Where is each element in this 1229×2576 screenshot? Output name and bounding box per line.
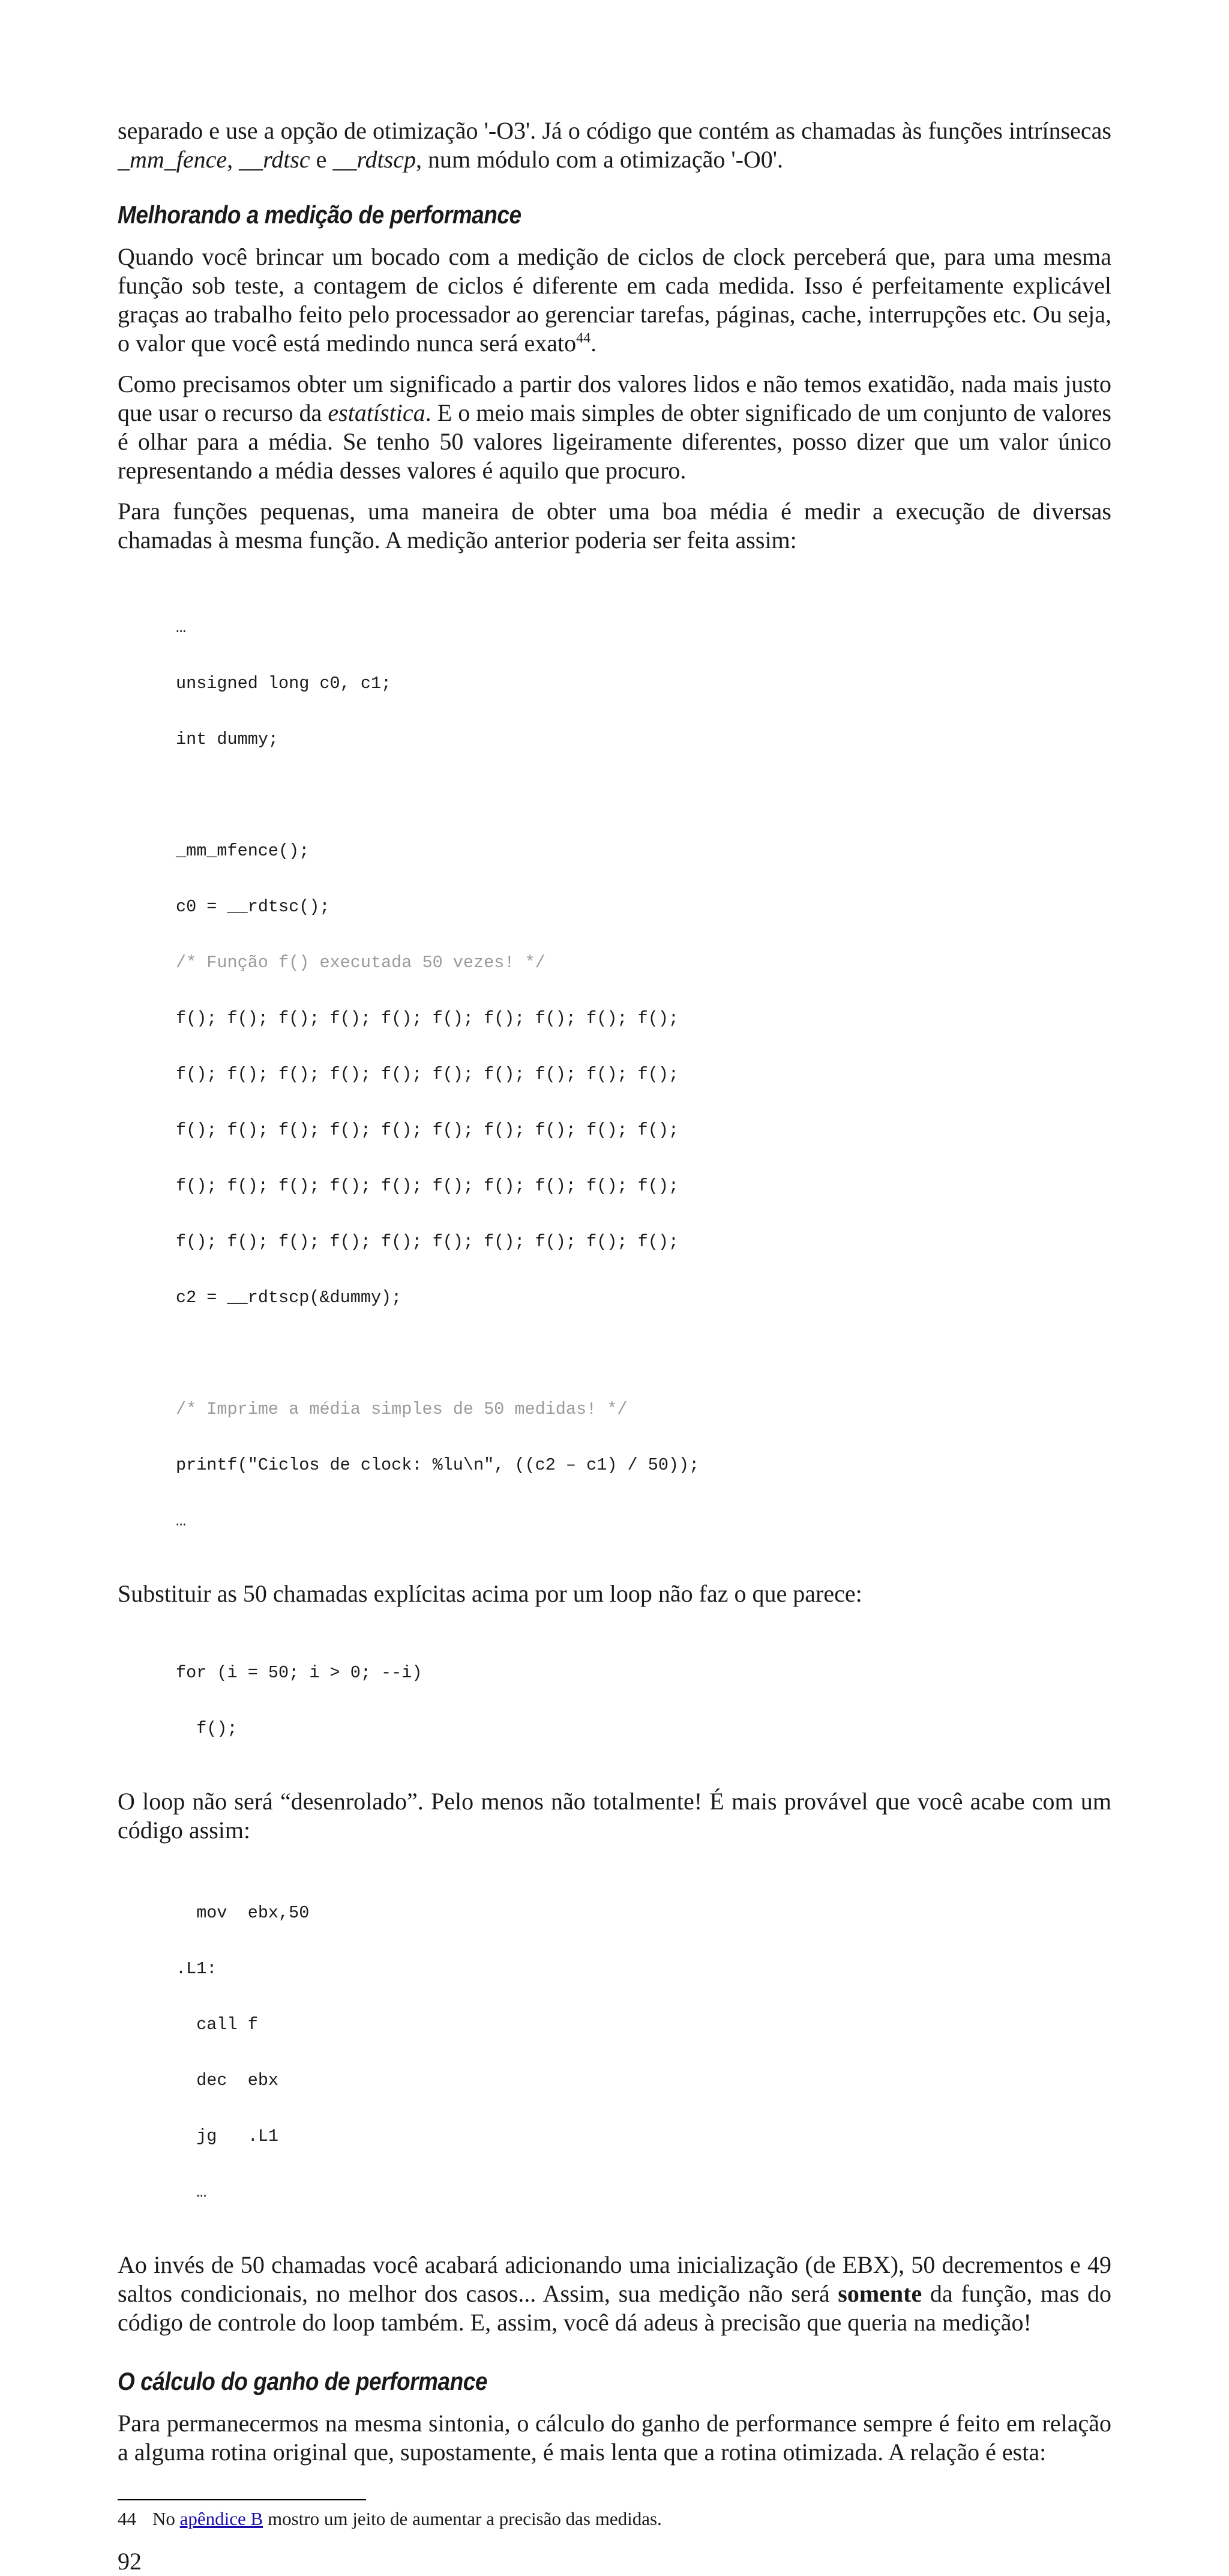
code-line: f(); f(); f(); f(); f(); f(); f(); f(); f(); f(); — [176, 1120, 679, 1140]
paragraph-statistics: Como precisamos obter um significado a partir dos valores lidos e não temos exatidão, nada mais justo que usar o recurso da estatística. E o meio mais simples de obter significado de um conjunto de valores é olhar para a média. Se tenho 50 valores ligeiramente diferentes, posso dizer que um valor único representando a média desses valores é aquilo que procuro. — [118, 370, 1111, 484]
code-line: c0 = __rdtsc(); — [176, 897, 330, 917]
code-block-loop — [176, 1626, 1111, 1775]
footnote-44: 44 No apêndice B mostro um jeito de aumentar a precisão das medidas. — [118, 2506, 1111, 2532]
paragraph-unrolling: O loop não será “desenrolado”. Pelo menos não totalmente! É mais provável que você acabe com um código assim: — [118, 1788, 1111, 1844]
code-line: f(); — [176, 1719, 238, 1739]
term-statistics: estatística — [328, 399, 425, 426]
code-line: … — [176, 2182, 207, 2202]
code-line: .L1: — [176, 1959, 217, 1979]
footnote-number: 44 — [118, 2508, 136, 2529]
footnote-separator — [118, 2499, 366, 2500]
code-block-measurement — [176, 581, 1111, 1567]
code-comment: /* Função f() executada 50 vezes! */ — [176, 953, 545, 973]
code-line: call f — [176, 2015, 258, 2035]
code-line — [176, 786, 1111, 804]
intrinsic-rdtscp: __rdtscp — [332, 146, 416, 173]
code-line: f(); f(); f(); f(); f(); f(); f(); f(); f(); f(); — [176, 1009, 679, 1028]
code-line: … — [176, 1511, 187, 1531]
paragraph-loop-overhead: Ao invés de 50 chamadas você acabará adicionando uma inicialização (de EBX), 50 decrementos e 49 saltos condicionais, no melhor dos casos... Assim, sua medição não será somente da função, mas do código de controle do loop também. E, assim, você dá adeus à precisão que queria na medição! — [118, 2251, 1111, 2336]
code-line: dec ebx — [176, 2071, 279, 2090]
section-heading-measurement: Melhorando a medição de performance — [118, 201, 521, 229]
code-line: int dummy; — [176, 729, 279, 749]
code-line: printf("Ciclos de clock: %lu\n", ((c2 – c1) / 50)); — [176, 1455, 700, 1475]
intrinsic-rdtsc: __rdtsc — [239, 146, 310, 173]
code-line: c2 = __rdtscp(&dummy); — [176, 1288, 402, 1308]
code-line: … — [176, 618, 187, 638]
footnote-ref-44[interactable]: 44 — [576, 330, 591, 346]
paragraph-small-functions: Para funções pequenas, uma maneira de obter uma boa média é medir a execução de diversas chamadas à mesma função. A medição anterior poderia ser feita assim: — [118, 498, 1111, 554]
paragraph-optimization-note: separado e use a opção de otimização '-O3'. Já o código que contém as chamadas às funções intrínsecas _mm_fence, __rdtsc e __rdtscp, num módulo com a otimização '-O0'. — [118, 117, 1111, 173]
code-block-assembly — [176, 1866, 1111, 2239]
code-line: f(); f(); f(); f(); f(); f(); f(); f(); f(); f(); — [176, 1064, 679, 1084]
code-line: jg .L1 — [176, 2126, 279, 2146]
paragraph-cycle-variation: Quando você brincar um bocado com a medição de ciclos de clock perceberá que, para uma mesma função sob teste, a contagem de ciclos é diferente em cada medida. Isso é perfeitamente explicável graças ao trabalho feito pelo processador ao gerenciar tarefas, páginas, cache, interrupções etc. Ou seja, o valor que você está medindo nunca será exato$^{44}$. — [118, 243, 1111, 357]
section-heading-gain: O cálculo do ganho de performance — [118, 2367, 487, 2395]
paragraph-loop-substitution: Substituir as 50 chamadas explícitas acima por um loop não faz o que parece: — [118, 1580, 862, 1607]
code-line: for (i = 50; i > 0; --i) — [176, 1663, 422, 1683]
code-line: f(); f(); f(); f(); f(); f(); f(); f(); f(); f(); — [176, 1176, 679, 1196]
code-line: mov ebx,50 — [176, 1903, 310, 1923]
code-comment: /* Imprime a média simples de 50 medidas! */ — [176, 1399, 628, 1419]
appendix-b-link[interactable]: apêndice B — [179, 2508, 263, 2529]
code-line: _mm_mfence(); — [176, 841, 310, 861]
page-number: 92 — [118, 2548, 142, 2575]
code-line — [176, 1344, 1111, 1363]
code-line: f(); f(); f(); f(); f(); f(); f(); f(); f(); f(); — [176, 1232, 679, 1252]
code-line: unsigned long c0, c1; — [176, 674, 392, 693]
emphasis-somente: somente — [838, 2280, 922, 2307]
intrinsic-mm-fence: _mm_fence — [118, 146, 227, 173]
paragraph-gain-relation: Para permanecermos na mesma sintonia, o cálculo do ganho de performance sempre é feito em relação a alguma rotina original que, supostamente, é mais lenta que a rotina otimizada. A relação é esta: — [118, 2410, 1111, 2466]
document-page — [118, 116, 1111, 2576]
